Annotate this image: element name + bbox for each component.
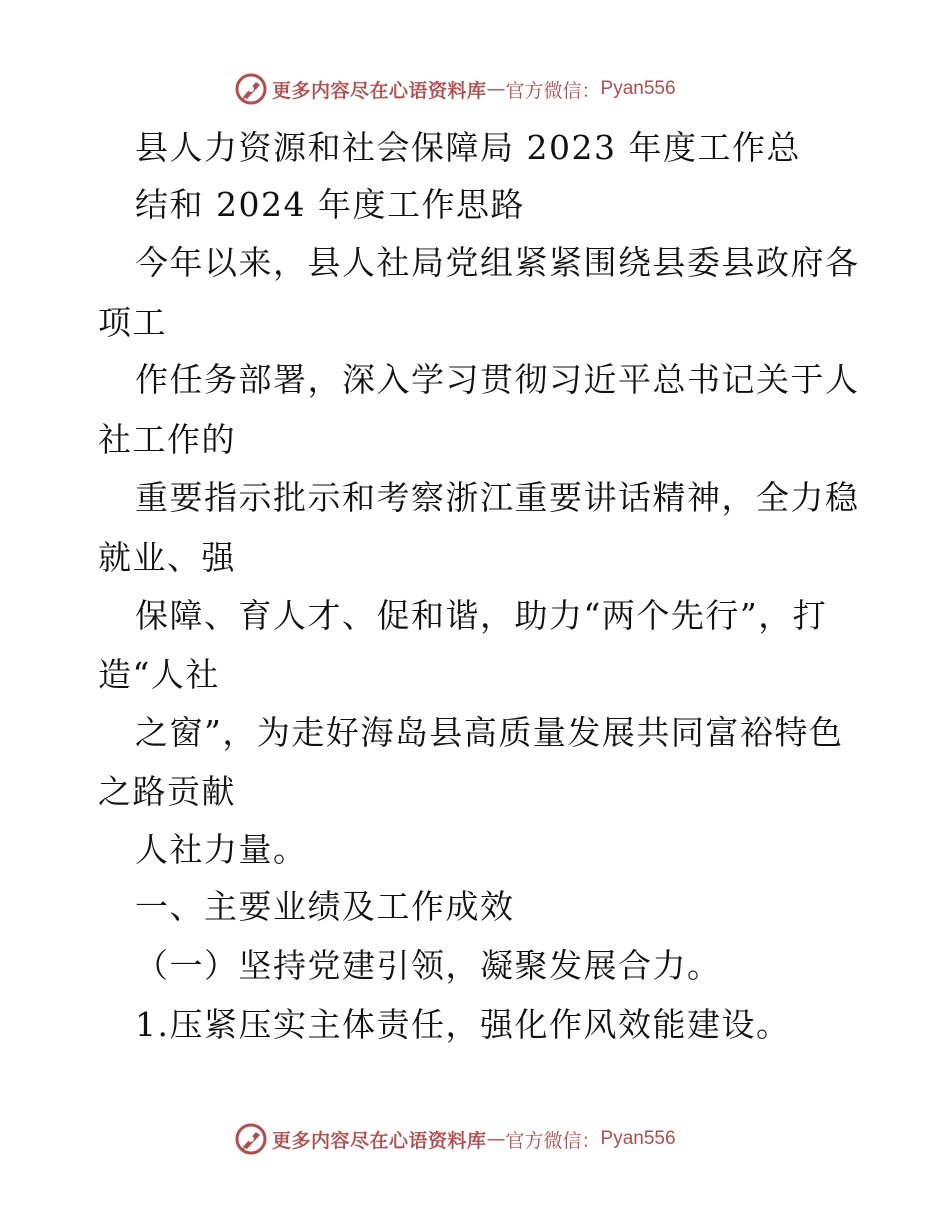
- paragraph-line: 之窗”，为走好海岛县高质量发展共同富裕特色: [135, 713, 844, 752]
- paragraph-line: 今年以来，县人社局党组紧紧围绕县委县政府各: [135, 243, 860, 282]
- banner-wechat-id: Pyan556: [600, 78, 676, 99]
- paragraph-line: 就业、强: [98, 538, 236, 577]
- paragraph-line: 项工: [98, 303, 167, 342]
- banner-dash: —: [486, 1128, 506, 1150]
- paragraph-line: 社工作的: [98, 420, 236, 459]
- section-heading-2: （一）坚持党建引领，凝聚发展合力。: [135, 946, 722, 985]
- section-heading-1: 一、主要业绩及工作成效: [135, 887, 515, 926]
- banner-site-text: 更多内容尽在心语资料库: [272, 79, 487, 102]
- pen-logo-icon: [234, 72, 268, 106]
- paragraph-line: 造“人社: [98, 655, 220, 694]
- footer-banner: [234, 1122, 676, 1156]
- header-banner: [234, 72, 676, 106]
- document-title-line-2: 结和 2024 年度工作思路: [135, 185, 525, 224]
- document-title-line-1: 县人力资源和社会保障局 2023 年度工作总: [135, 128, 801, 167]
- paragraph-line: 人社力量。: [135, 830, 308, 869]
- banner-label: 官方微信：: [505, 79, 601, 102]
- banner-site-text: 更多内容尽在心语资料库: [272, 1129, 487, 1152]
- banner-dash: —: [486, 78, 506, 100]
- banner-wechat-id: Pyan556: [600, 1128, 676, 1149]
- pen-logo-icon: [234, 1122, 268, 1156]
- paragraph-line: 保障、育人才、促和谐，助力“两个先行”，打: [135, 596, 828, 635]
- banner-label: 官方微信：: [505, 1129, 601, 1152]
- paragraph-line: 重要指示批示和考察浙江重要讲话精神，全力稳: [135, 478, 860, 517]
- paragraph-line: 之路贡献: [98, 772, 236, 811]
- section-heading-3: 1.压紧压实主体责任，强化作风效能建设。: [135, 1005, 791, 1044]
- paragraph-line: 作任务部署，深入学习贯彻习近平总书记关于人: [135, 360, 860, 399]
